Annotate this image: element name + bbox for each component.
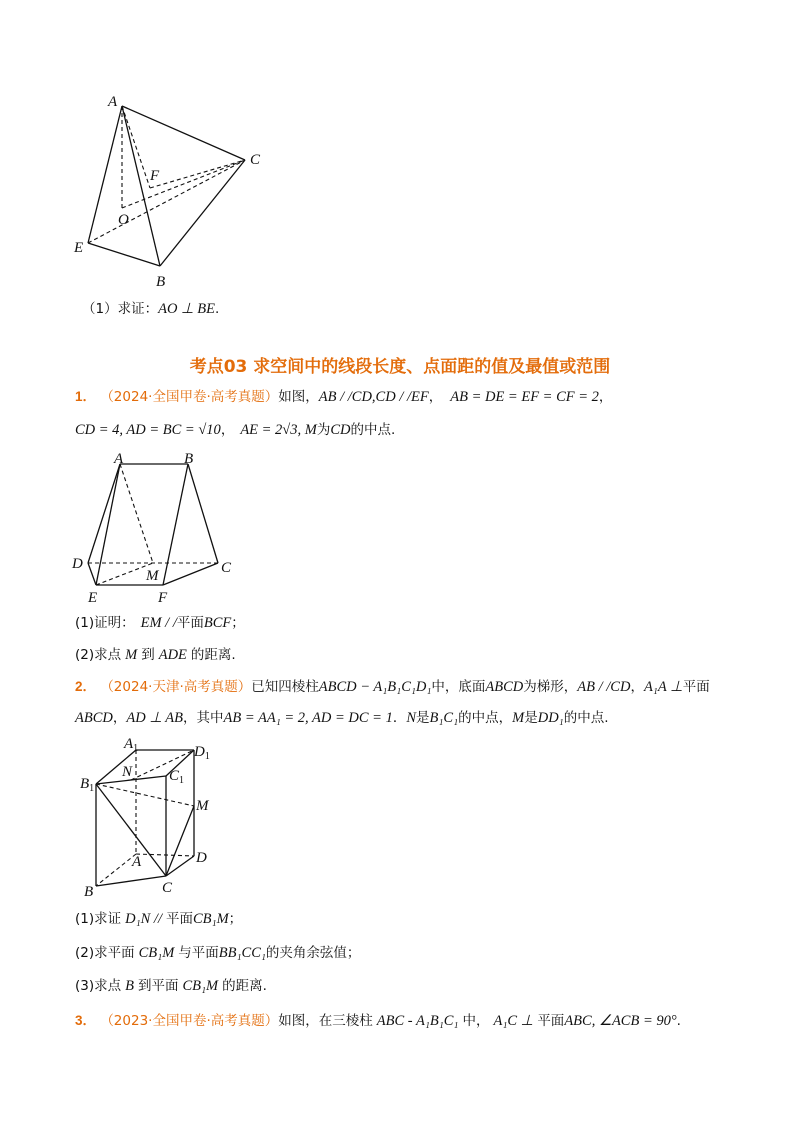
label-a1: $A_1$ [124,736,139,754]
math: A₁C ⊥ [493,1013,534,1029]
problem-source: （2023·全国甲卷·高考真题） [100,1013,279,1029]
math-ao-perp-be: AO ⊥ BE [158,301,216,317]
math: EM / / [140,615,177,631]
math: ADE [158,647,187,663]
part-label: (1)求证 [75,911,122,927]
text: 的中点， [458,710,513,726]
math: DD₁ [537,710,564,726]
text: 到 [141,647,155,663]
text: 的距离. [222,978,267,994]
math: B₁C₁ [429,710,459,726]
math: D₁N // [125,911,162,927]
math: CB₁M [193,911,229,927]
text: 如图， [278,389,319,405]
math: AB = DE = EF = CF = 2 [450,389,599,405]
label-a: A [114,451,124,467]
label-o: O [118,212,129,228]
math: BCF [203,615,232,631]
label-b1: $B_1$ [80,776,95,794]
math: A₁A ⊥ [643,679,683,695]
text: 是 [524,710,538,726]
text: 中，底面 [431,679,486,695]
text: 中， [462,1013,490,1029]
label-e: E [74,240,84,256]
text: 如图，在三棱柱 [278,1013,373,1029]
problem-1-line2 [75,421,395,439]
text: 为 [316,422,331,438]
math: ABCD − A₁B₁C₁D₁ [318,679,432,695]
problem-source: （2024·全国甲卷·高考真题） [100,389,279,405]
part-label: (2)求平面 [75,945,135,961]
label-f: F [150,168,160,184]
text: 已知四棱柱 [251,679,319,695]
text: 是 [416,710,430,726]
figure-polyhedron-abcdef [68,448,248,608]
label-c: C [221,560,232,576]
period: . [215,301,220,317]
math: B [125,978,134,994]
part-label: (3)求点 [75,978,122,994]
math: AB = AA₁ = 2, AD = DC = 1 [223,710,393,726]
text: ， [428,389,443,405]
text: ，其中 [183,710,224,726]
math: , M [297,422,317,438]
text: 为梯形， [523,679,578,695]
text: 的夹角余弦值； [265,945,361,961]
problem-1-line1 [75,388,612,406]
problem-number: 3． [75,1013,97,1028]
text: 的距离. [190,647,236,663]
text: 平面 [166,911,193,927]
label-d: D [72,556,83,572]
label-b: B [184,451,194,467]
figure-prism-abcd [76,736,226,901]
problem-source: （2024·天津·高考真题） [100,679,252,695]
problem-2-line2 [75,709,609,727]
problem-2-line1 [75,678,710,696]
math: CD [330,422,351,438]
label-c: C [250,152,261,168]
math: ABCD [75,710,113,726]
text: ， [598,389,613,405]
text: ； [231,615,245,631]
math: ABC, ∠ACB = 90° [564,1013,677,1029]
label-d1: $D_1$ [194,744,210,762]
label-a: A [108,94,118,110]
problem-1-part2 [75,646,236,664]
math: BB₁CC₁ [218,945,266,961]
text: ， [220,422,235,438]
section-title: 考点03 求空间中的线段长度、点面距的值及最值或范围 [189,357,611,377]
math: N [406,710,417,726]
text: 平面 [537,1013,565,1029]
math: CB₁M [138,945,175,961]
label-b: B [156,274,166,290]
problem-3-line1 [75,1012,681,1030]
problem-1-part1 [75,614,245,632]
label-e: E [88,590,98,606]
text: 平面 [176,615,204,631]
text: 平面 [682,679,710,695]
problem-number: 1． [75,389,97,404]
text: . [676,1013,681,1029]
problem-2-part3 [75,977,267,995]
math: M [125,647,138,663]
text: ． [392,710,407,726]
label-m: M [196,798,209,814]
math: CB₁M [182,978,219,994]
part-label: (1)证明： [75,615,135,631]
label-f: F [158,590,168,606]
label-m: M [146,568,159,584]
part-label: （1）求证： [82,301,159,317]
text: 与平面 [178,945,219,961]
part-label: (2)求点 [75,647,122,663]
label-a: A [132,854,142,870]
label-b: B [84,884,94,900]
math: ABC - A₁B₁C₁ [376,1013,459,1029]
math: CD = 4, AD = BC = √10 [75,422,221,438]
math: AD ⊥ AB [126,710,184,726]
problem-2-part2 [75,944,360,962]
problem-2-part1 [75,910,242,928]
text: ， [630,679,644,695]
label-d: D [196,850,207,866]
text: 到平面 [137,978,179,994]
text: ； [228,911,243,927]
text: 的中点. [350,422,396,438]
question-prev-part1 [82,300,219,318]
math: AE = 2√3 [240,422,298,438]
label-n: N [122,764,133,780]
math: M [512,710,525,726]
figure-pyramid-aebc [60,88,290,298]
math: ABCD [485,679,524,695]
text: ， [112,710,127,726]
label-c: C [162,880,173,896]
math: AB / /CD,CD / /EF [318,389,429,405]
problem-number: 2． [75,679,97,694]
text: 的中点. [563,710,609,726]
math: AB / /CD [577,679,631,695]
label-c1: $C_1$ [169,768,185,786]
